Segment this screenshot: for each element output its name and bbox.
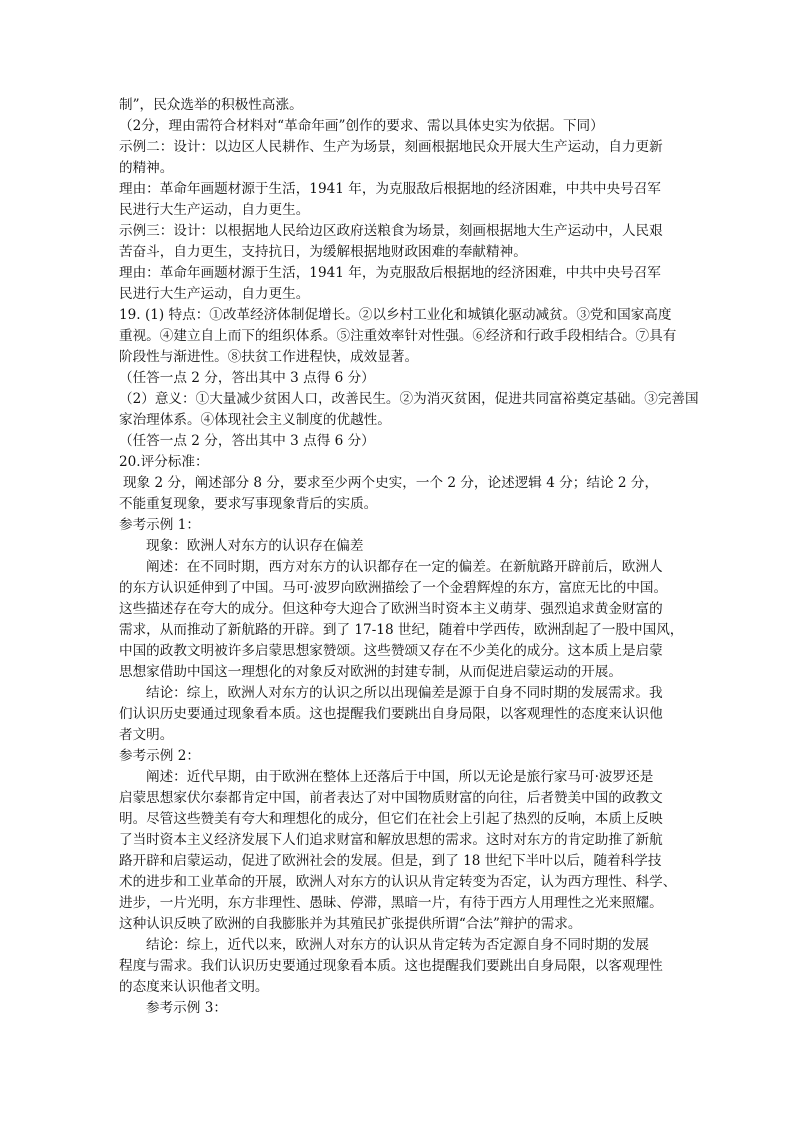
text-line: 民进行大生产运动，自力更生。 [119, 202, 310, 218]
text-line: 现象：欧洲人对东方的认识存在偏差 [146, 538, 364, 554]
text-line: 的精神。 [119, 160, 174, 176]
scoring-note: （任答一点 2 分，答出其中 3 点得 6 分） [119, 433, 375, 449]
text-line: 中国的政教文明被许多启蒙思想家赞颂。这些赞颂又存在不少美化的成分。这本质上是启蒙 [119, 643, 663, 659]
text-line: 理由：革命年画题材源于生活，1941 年，为克服敌后根据地的经济困难，中共中央号召军 [119, 181, 661, 197]
text-line: 阐述：在不同时期，西方对东方的认识都存在一定的偏差。在新航路开辟前后，欧洲人 [146, 559, 663, 575]
text-line: 家治理体系。④体现社会主义制度的优越性。 [119, 412, 391, 428]
text-line: 制”，民众选举的积极性高涨。 [119, 97, 303, 113]
text-line: 这些描述存在夸大的成分。但这种夸大迎合了欧洲当时资本主义萌芽、强烈追求黄金财富的 [119, 601, 663, 617]
text-line: 示例二：设计：以边区人民耕作、生产为场景，刻画根据地民众开展大生产运动，自力更新 [119, 139, 663, 155]
text-line: 路开辟和启蒙运动，促进了欧洲社会的发展。但是，到了 18 世纪下半叶以后，随着科学技 [119, 853, 662, 869]
text-line: （2分，理由需符合材料对“革命年画”创作的要求、需以具体史实为依据。下同） [119, 118, 604, 134]
example-heading: 参考示例 2： [119, 748, 200, 764]
scoring-note: （任答一点 2 分，答出其中 3 点得 6 分） [119, 370, 375, 386]
text-line: 这种认识反映了欧洲的自我膨胀并为其殖民扩张提供所谓“合法”辩护的需求。 [119, 916, 582, 932]
scoring-criteria: 现象 2 分，阐述部分 8 分，要求至少两个史实，一个 2 分，论述逻辑 4 分；结论 2 分， [123, 475, 659, 491]
text-line: 结论：综上，近代以来，欧洲人对东方的认识从肯定转为否定源自身不同时期的发展 [146, 937, 649, 953]
text-line: 阶段性与渐进性。⑧扶贫工作进程快，成效显著。 [119, 349, 419, 365]
text-line: 程度与需求。我们认识历史要通过现象看本质。这也提醒我们要跳出自身局限，以客观理性 [119, 958, 663, 974]
text-line: 的东方认识延伸到了中国。马可·波罗向欧洲描绘了一个金碧辉煌的东方，富庶无比的中国。 [119, 580, 668, 596]
example-heading: 参考示例 3： [146, 1000, 227, 1016]
text-line: 明。尽管这些赞美有夸大和理想化的成分，但它们在社会上引起了热烈的反响，本质上反映 [119, 811, 663, 827]
text-line: 启蒙思想家伏尔泰都肯定中国，前者表达了对中国物质财富的向往，后者赞美中国的政教文 [119, 790, 663, 806]
text-line: 阐述：近代早期，由于欧洲在整体上还落后于中国，所以无论是旅行家马可·波罗还是 [146, 769, 654, 785]
question-19-line: 19. (1) 特点：①改革经济体制促增长。②以乡村工业化和城镇化驱动减贫。③党和国家高度 [119, 307, 672, 323]
text-line: 理由：革命年画题材源于生活，1941 年，为克服敌后根据地的经济困难，中共中央号召军 [119, 265, 661, 281]
text-line: 重视。④建立自上而下的组织体系。⑤注重效率针对性强。⑥经济和行政手段相结合。⑦具有 [119, 328, 677, 344]
text-line: 的态度来认识他者文明。 [119, 979, 269, 995]
text-line: 苦奋斗，自力更生，支持抗日，为缓解根据地财政困难的奉献精神。 [119, 244, 527, 260]
text-line: 民进行大生产运动，自力更生。 [119, 286, 310, 302]
text-line: 结论：综上，欧洲人对东方的认识之所以出现偏差是源于自身不同时期的发展需求。我 [146, 685, 663, 701]
answer-document [119, 95, 699, 1019]
example-heading: 参考示例 1： [119, 517, 200, 533]
text-line: （2）意义：①大量减少贫困人口，改善民生。②为消灭贫困，促进共同富裕奠定基础。③完善国 [119, 391, 699, 407]
text-line: 者文明。 [119, 727, 174, 743]
text-line: 思想家借助中国这一理想化的对象反对欧洲的封建专制，从而促进启蒙运动的开展。 [119, 664, 622, 680]
text-line: 不能重复现象，要求写事现象背后的实质。 [119, 496, 378, 512]
text-line: 需求，从而推动了新航路的开辟。到了 17-18 世纪，随着中学西传，欧洲刮起了一股中国风， [119, 622, 684, 638]
question-20-heading: 20.评分标准： [119, 454, 209, 470]
text-line: 示例三：设计：以根据地人民给边区政府送粮食为场景，刻画根据地大生产运动中，人民艰 [119, 223, 663, 239]
text-line: 了当时资本主义经济发展下人们追求财富和解放思想的需求。这时对东方的肯定助推了新航 [119, 832, 663, 848]
text-line: 们认识历史要通过现象看本质。这也提醒我们要跳出自身局限，以客观理性的态度来认识他 [119, 706, 663, 722]
text-line: 进步，一片光明，东方非理性、愚昧、停滞，黑暗一片，有待于西方人用理性之光来照耀。 [119, 895, 663, 911]
text-line: 术的进步和工业革命的开展，欧洲人对东方的认识从肯定转变为否定，认为西方理性、科学、 [119, 874, 677, 890]
